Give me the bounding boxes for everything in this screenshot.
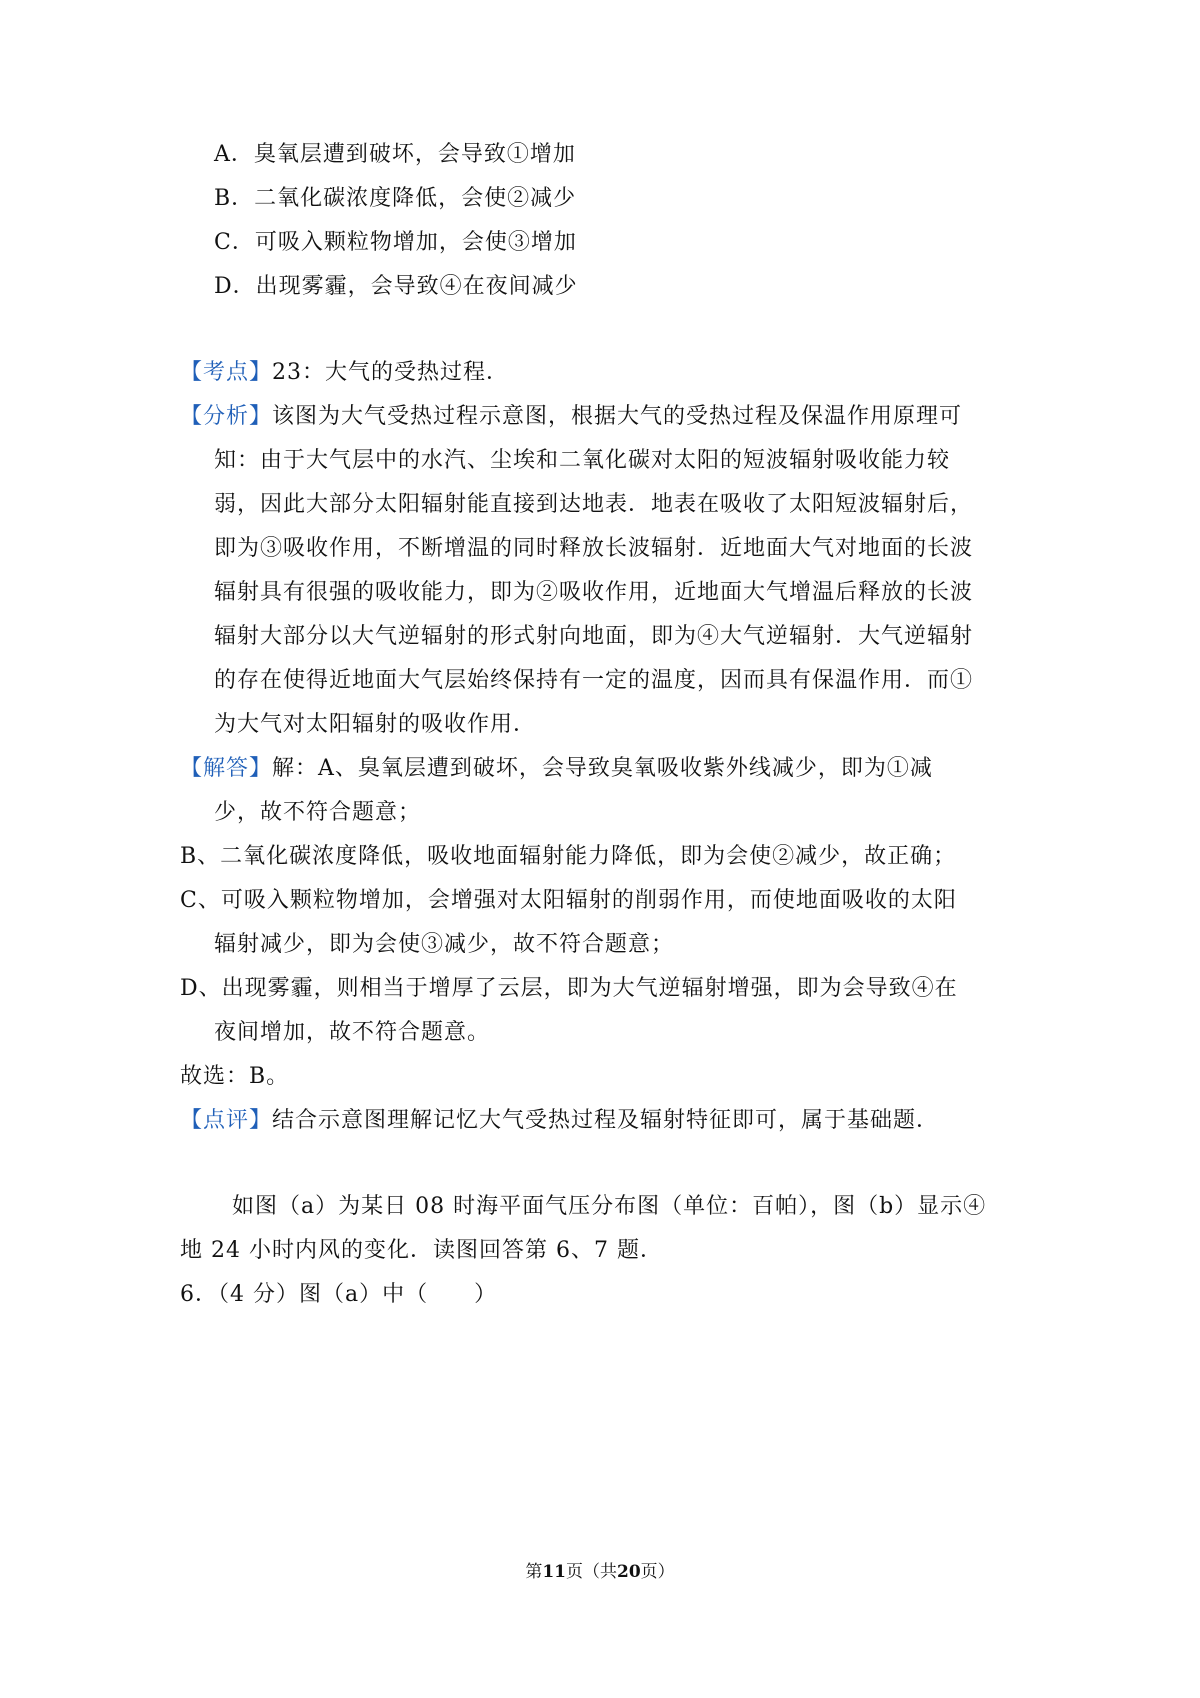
jieda-line: 夜间增加，故不符合题意。: [214, 1020, 491, 1045]
dianping-line: [180, 1106, 939, 1136]
jieda-line: 辐射减少，即为会使③减少，故不符合题意；: [214, 932, 675, 957]
footer-suffix: 页）: [640, 1562, 675, 1582]
fenxi-tag: 【分析】: [180, 404, 273, 429]
footer-prefix: 第: [525, 1562, 543, 1582]
kaodian-text: 23：大气的受热过程．: [272, 360, 510, 385]
fenxi-line: 即为③吸收作用，不断增温的同时释放长波辐射．近地面大气对地面的长波: [214, 536, 974, 561]
question-6: 6．（4 分）图（a）中（ ）: [180, 1282, 498, 1307]
option-c: C．可吸入颗粒物增加，会使③增加: [214, 230, 577, 255]
jieda-first-line: [180, 754, 933, 784]
jieda-line: 少，故不符合题意；: [214, 800, 422, 825]
fenxi-line: 的存在使得近地面大气层始终保持有一定的温度，因而具有保温作用．而①: [214, 668, 974, 693]
fenxi-line: 弱，因此大部分太阳辐射能直接到达地表．地表在吸收了太阳短波辐射后，: [214, 492, 974, 517]
intro-line: 地 24 小时内风的变化．读图回答第 6、7 题．: [180, 1238, 663, 1263]
jieda-tag: 【解答】: [180, 756, 273, 781]
dianping-tag: 【点评】: [180, 1108, 273, 1133]
option-d: D．出现雾霾，会导致④在夜间减少: [214, 274, 578, 299]
jieda-line: 解：A、臭氧层遭到破坏，会导致臭氧吸收紫外线减少，即为①减: [272, 756, 933, 781]
footer-middle: 页（共: [566, 1562, 617, 1582]
option-b: B．二氧化碳浓度降低，会使②减少: [214, 186, 577, 211]
kaodian-line: [180, 358, 509, 388]
footer-page-number: 11: [542, 1562, 566, 1582]
page-footer: [0, 1560, 1200, 1584]
footer-total-pages: 20: [617, 1562, 641, 1582]
fenxi-first-line: [180, 402, 962, 432]
intro-line: 如图（a）为某日 08 时海平面气压分布图（单位：百帕），图（b）显示④: [232, 1194, 987, 1219]
fenxi-line: 辐射具有很强的吸收能力，即为②吸收作用，近地面大气增温后释放的长波: [214, 580, 974, 605]
answer-choice: 故选：B。: [180, 1064, 290, 1089]
jieda-line: D、出现雾霾，则相当于增厚了云层，即为大气逆辐射增强，即为会导致④在: [180, 976, 958, 1001]
fenxi-line: 知：由于大气层中的水汽、尘埃和二氧化碳对太阳的短波辐射吸收能力较: [214, 448, 951, 473]
kaodian-tag: 【考点】: [180, 360, 273, 385]
fenxi-line: 为大气对太阳辐射的吸收作用．: [214, 712, 537, 737]
dianping-text: 结合示意图理解记忆大气受热过程及辐射特征即可，属于基础题．: [272, 1108, 940, 1133]
option-a: A．臭氧层遭到破坏，会导致①增加: [214, 142, 576, 167]
jieda-line: B、二氧化碳浓度降低，吸收地面辐射能力降低，即为会使②减少，故正确；: [180, 844, 957, 869]
jieda-line: C、可吸入颗粒物增加，会增强对太阳辐射的削弱作用，而使地面吸收的太阳: [180, 888, 957, 913]
fenxi-line: 该图为大气受热过程示意图，根据大气的受热过程及保温作用原理可: [272, 404, 963, 429]
fenxi-line: 辐射大部分以大气逆辐射的形式射向地面，即为④大气逆辐射．大气逆辐射: [214, 624, 974, 649]
